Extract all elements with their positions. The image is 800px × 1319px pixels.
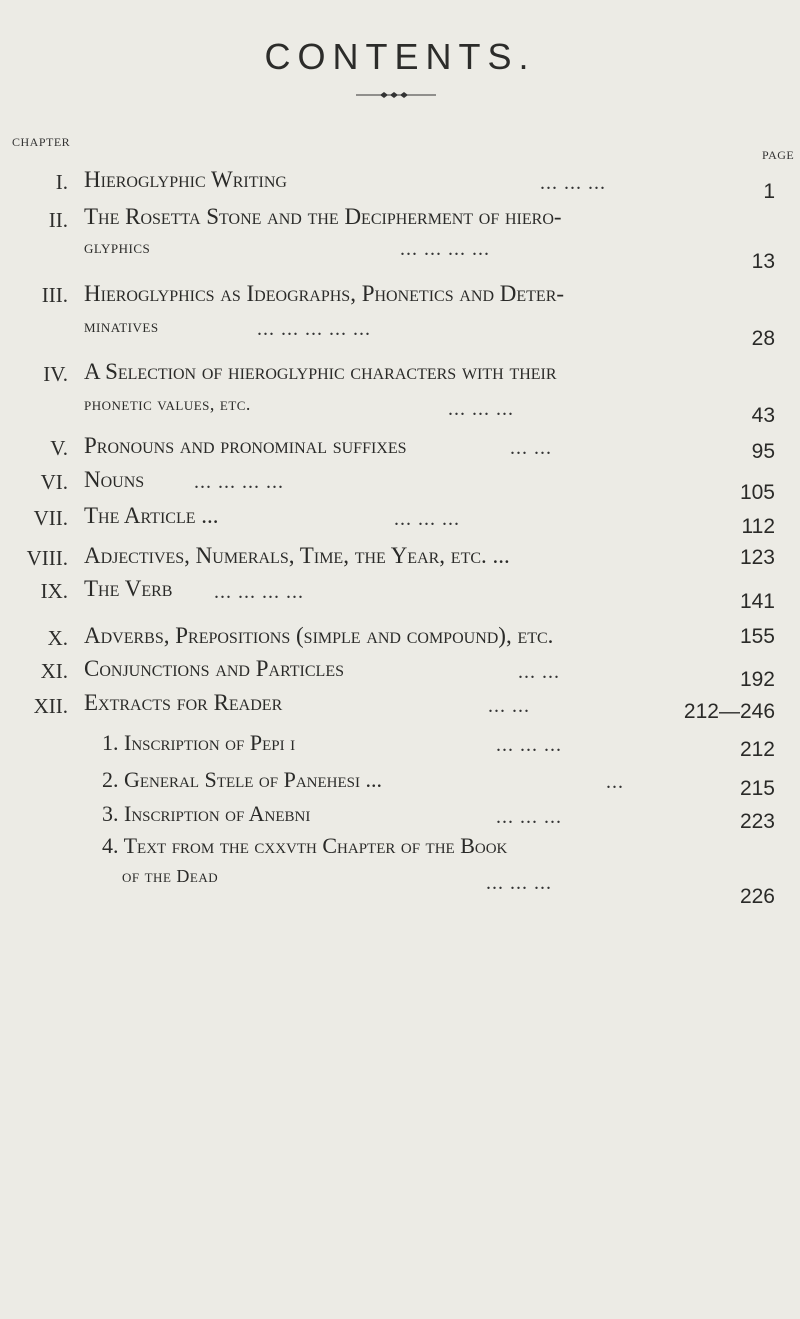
page-number: 105 xyxy=(739,481,775,504)
leader-dots: ... ... ... ... xyxy=(194,471,284,493)
page-number: 1 xyxy=(763,180,775,203)
chapter-column-header: CHAPTER xyxy=(12,135,71,149)
chapter-number: IV. xyxy=(43,362,68,386)
leader-dots: ... xyxy=(606,771,624,793)
page-number: 223 xyxy=(739,810,775,833)
chapter-title: A Selection of hieroglyphic characters with their xyxy=(84,359,557,384)
leader-dots: ... ... ... ... xyxy=(214,581,304,603)
leader-dots: ... ... ... xyxy=(394,508,460,530)
chapter-number: XII. xyxy=(33,694,68,718)
ornament-divider-icon xyxy=(356,90,436,100)
chapter-number: VII. xyxy=(33,506,68,530)
leader-dots: ... ... xyxy=(518,661,560,683)
leader-dots: ... ... ... xyxy=(448,398,514,420)
chapter-title-continuation: phonetic values, etc. xyxy=(84,394,251,414)
page-number: 43 xyxy=(751,404,775,427)
chapter-title: Conjunctions and Particles xyxy=(84,656,345,681)
page-number: 123 xyxy=(739,546,775,569)
chapter-number: V. xyxy=(50,436,68,460)
chapter-number: X. xyxy=(47,626,68,650)
page-title: CONTENTS. xyxy=(264,36,536,77)
page-number: 212 xyxy=(739,738,775,761)
chapter-title: Adjectives, Numerals, Time, the Year, etc. ... xyxy=(84,543,510,568)
chapter-number: IX. xyxy=(40,579,68,603)
extract-title: 4. Text from the cxxvth Chapter of the Book xyxy=(102,833,508,858)
page-number: 95 xyxy=(751,440,775,463)
chapter-title-continuation: minatives xyxy=(84,316,159,336)
page-number: 215 xyxy=(739,777,775,800)
leader-dots: ... ... ... xyxy=(540,172,606,194)
page-number: 112 xyxy=(741,515,775,538)
page-number: 13 xyxy=(751,250,775,273)
leader-dots: ... ... ... xyxy=(496,734,562,756)
chapter-number: III. xyxy=(41,283,68,307)
chapter-number: VIII. xyxy=(26,546,68,570)
extract-title-continuation: of the Dead xyxy=(122,866,219,886)
chapter-title: Pronouns and pronominal suffixes xyxy=(84,433,407,458)
page-number: 192 xyxy=(739,668,775,691)
page-number: 226 xyxy=(739,885,775,908)
page-number: 212—246 xyxy=(683,700,775,723)
page-number: 141 xyxy=(739,590,775,613)
leader-dots: ... ... xyxy=(510,437,552,459)
chapter-number: VI. xyxy=(40,470,68,494)
chapter-title: Extracts for Reader xyxy=(84,690,283,715)
leader-dots: ... ... xyxy=(488,695,530,717)
page-column-header: PAGE xyxy=(762,148,795,162)
leader-dots: ... ... ... ... ... xyxy=(257,318,371,340)
leader-dots: ... ... ... xyxy=(496,806,562,828)
chapter-number: XI. xyxy=(40,659,68,683)
chapter-title: Hieroglyphics as Ideographs, Phonetics and Deter- xyxy=(84,281,565,306)
chapter-title: Hieroglyphic Writing xyxy=(84,167,287,192)
page-number: 155 xyxy=(739,625,775,648)
page-number: 28 xyxy=(751,327,775,350)
leader-dots: ... ... ... xyxy=(486,872,552,894)
chapter-title: The Rosetta Stone and the Decipherment of hiero- xyxy=(84,204,562,229)
chapter-title: Adverbs, Prepositions (simple and compound), etc. xyxy=(84,623,554,648)
extract-title: 1. Inscription of Pepi i xyxy=(102,730,296,755)
chapter-title: The Article ... xyxy=(84,503,219,528)
extract-title: 2. General Stele of Panehesi ... xyxy=(102,767,383,792)
chapter-title: Nouns xyxy=(84,467,145,492)
leader-dots: ... ... ... ... xyxy=(400,238,490,260)
chapter-title-continuation: glyphics xyxy=(84,237,151,257)
chapter-number: II. xyxy=(48,208,68,232)
extract-title: 3. Inscription of Anebni xyxy=(102,801,311,826)
chapter-title: The Verb xyxy=(84,576,173,601)
chapter-number: I. xyxy=(55,170,68,194)
